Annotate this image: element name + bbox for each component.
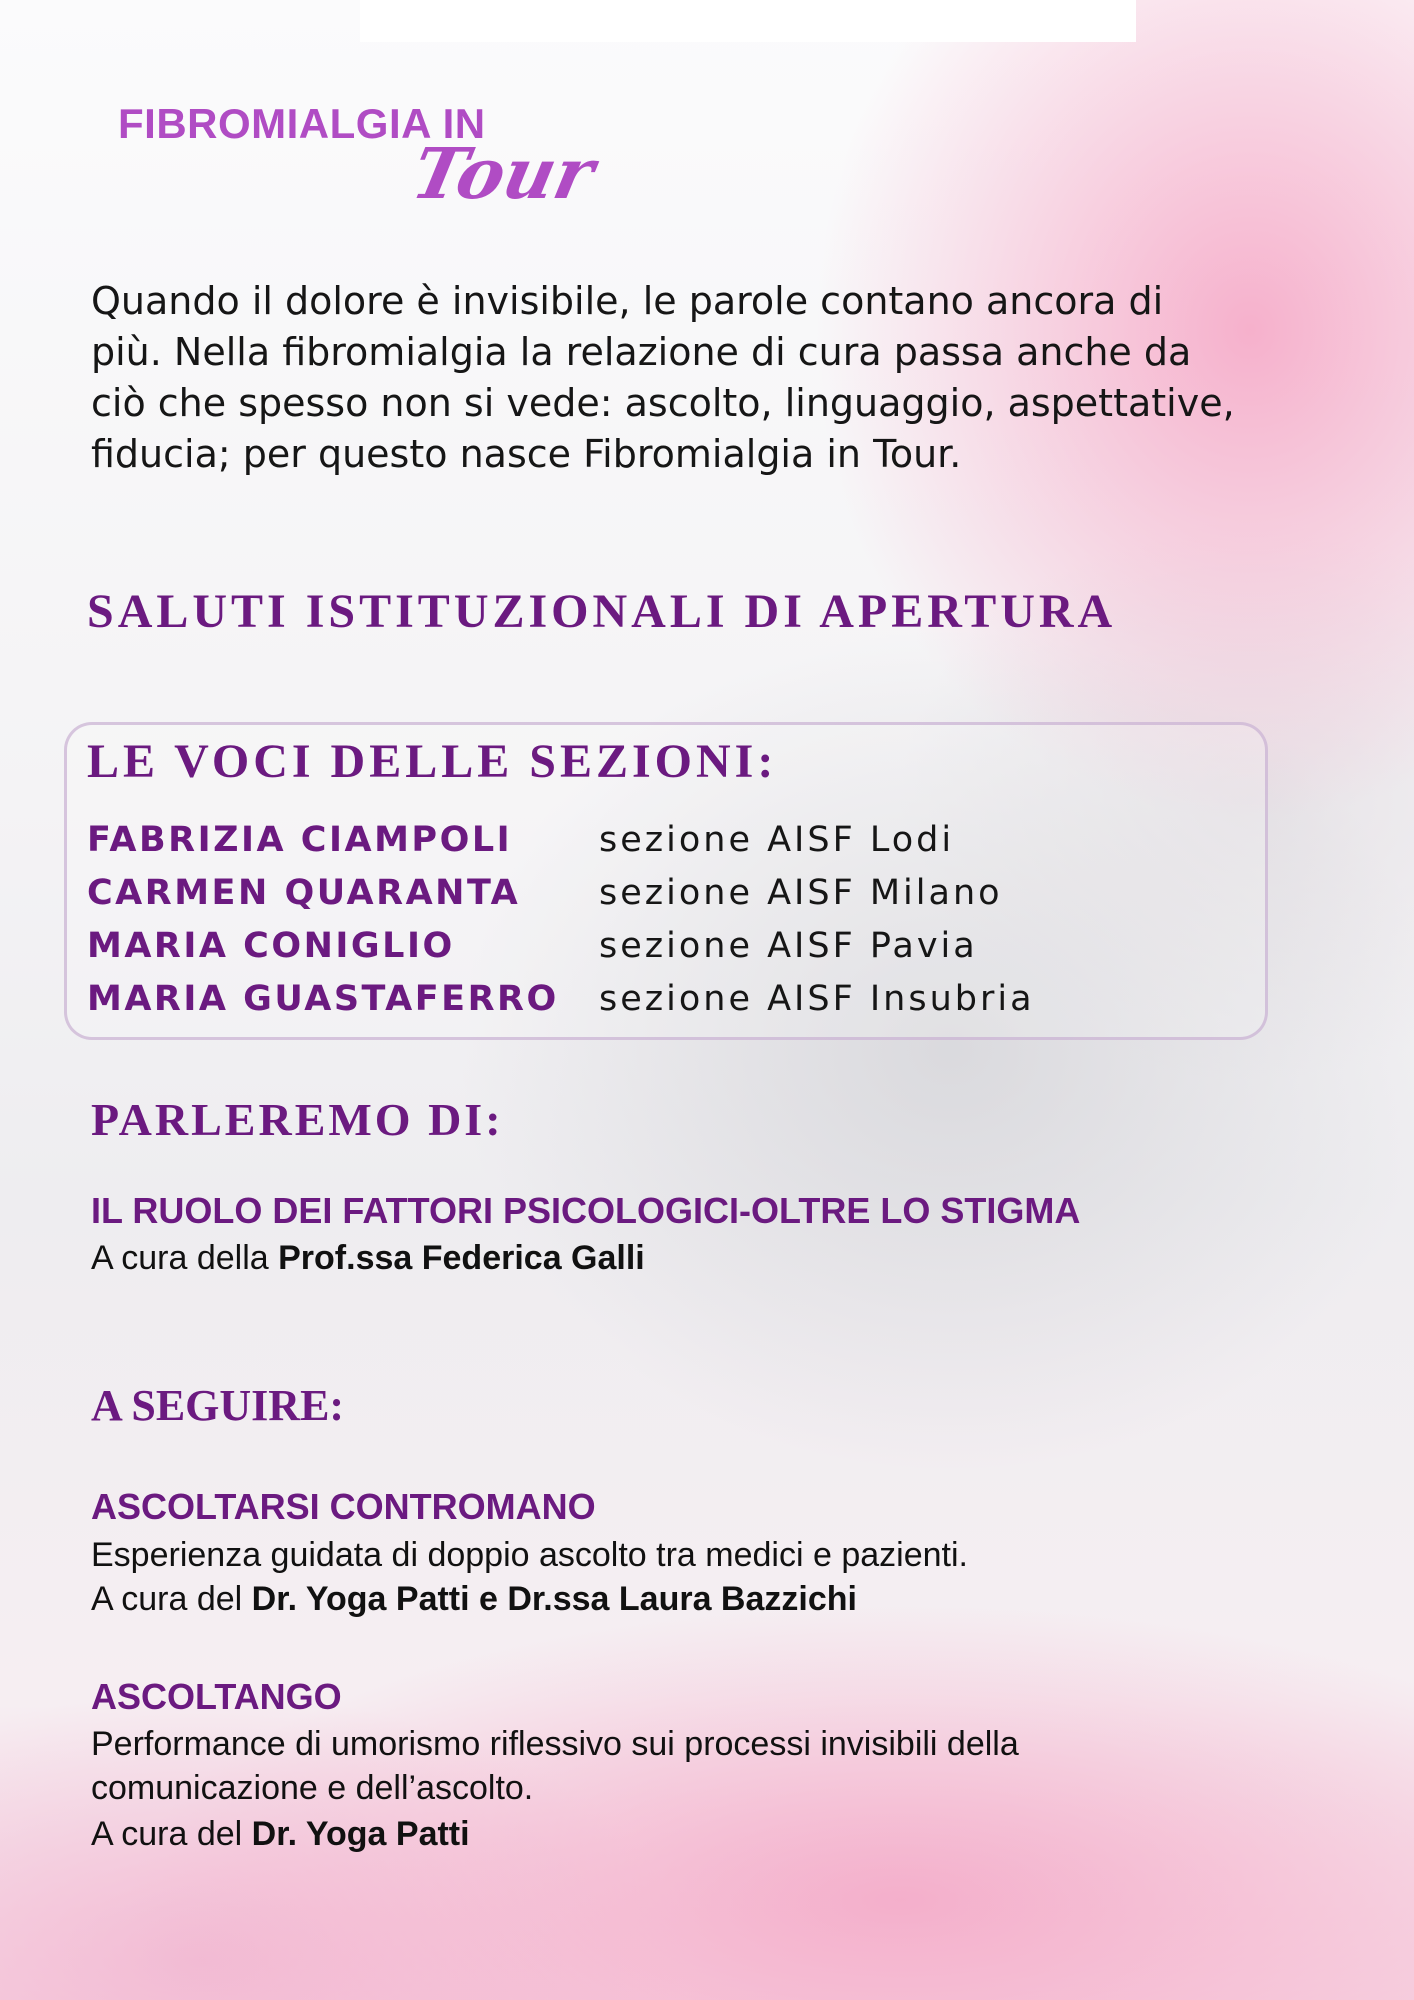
section-row — [87, 979, 1237, 1032]
top-banner-strip — [360, 0, 1136, 42]
section-person-name: MARIA GUASTAFERRO — [87, 979, 559, 1019]
topic-curator — [91, 1577, 857, 1621]
logo-script-text: Tour — [405, 132, 602, 215]
topic-description: Performance di umorismo riflessivo sui processi invisibili della — [91, 1725, 1019, 1763]
topic-title: IL RUOLO DEI FATTORI PSICOLOGICI-OLTRE LO STIGMA — [91, 1190, 1081, 1231]
intro-line: più. Nella fibromialgia la relazione di cura passa anche da — [91, 330, 1192, 374]
curator-name: Dr. Yoga Patti — [251, 1815, 470, 1853]
curator-prefix: A cura della — [91, 1239, 279, 1277]
curator-prefix: A cura del — [91, 1815, 252, 1853]
topic-title: ASCOLTARSI CONTROMANO — [91, 1486, 596, 1527]
topic-curator — [91, 1812, 470, 1856]
section-place: sezione AISF Milano — [599, 873, 1003, 913]
intro-paragraph — [91, 276, 1321, 480]
topic-description: Esperienza guidata di doppio ascolto tra medici e pazienti. — [91, 1536, 968, 1574]
section-person-name: MARIA CONIGLIO — [87, 926, 455, 966]
parleremo-heading: PARLEREMO DI: — [91, 1094, 504, 1145]
seguire-heading: A SEGUIRE: — [91, 1381, 345, 1430]
curator-name: Dr. Yoga Patti e Dr.ssa Laura Bazzichi — [251, 1580, 857, 1618]
section-person-name: FABRIZIA CIAMPOLI — [87, 820, 513, 860]
section-row — [87, 820, 1237, 873]
section-row — [87, 873, 1237, 926]
curator-prefix: A cura del — [91, 1580, 252, 1618]
section-place: sezione AISF Insubria — [599, 979, 1035, 1019]
topic-title: ASCOLTANGO — [91, 1676, 342, 1717]
topic-description: comunicazione e dell’ascolto. — [91, 1769, 534, 1807]
intro-line: ciò che spesso non si vede: ascolto, linguaggio, aspettative, — [91, 381, 1235, 425]
voci-heading: LE VOCI DELLE SEZIONI: — [87, 735, 778, 788]
sections-list — [87, 820, 1237, 1032]
section-person-name: CARMEN QUARANTA — [87, 873, 521, 913]
logo-main-text: FIBROMIALGIA IN — [118, 100, 486, 147]
curator-name: Prof.ssa Federica Galli — [278, 1239, 645, 1277]
section-row — [87, 926, 1237, 979]
intro-line: Quando il dolore è invisibile, le parole contano ancora di — [91, 279, 1164, 323]
saluti-heading: SALUTI ISTITUZIONALI DI APERTURA — [87, 585, 1117, 638]
event-logo — [118, 100, 602, 230]
topic-curator — [91, 1236, 645, 1280]
section-place: sezione AISF Lodi — [599, 820, 955, 860]
intro-line: fiducia; per questo nasce Fibromialgia in Tour. — [91, 432, 962, 476]
section-place: sezione AISF Pavia — [599, 926, 978, 966]
